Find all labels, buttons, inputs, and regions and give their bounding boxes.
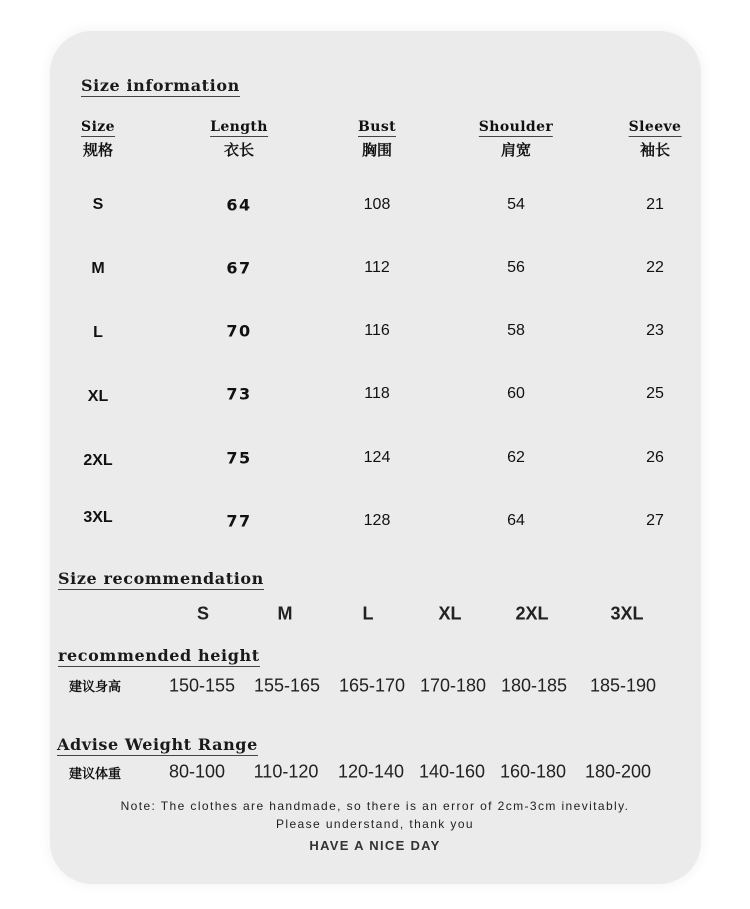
header-size xyxy=(81,118,115,160)
rec-height: 155-165 xyxy=(253,675,321,696)
header-sleeve xyxy=(629,118,682,160)
rec-size: 3XL xyxy=(610,603,644,624)
note-line-1: Note: The clothes are handmade, so there is an error of 2cm-3cm inevitably. xyxy=(120,799,630,813)
footer-slogan: HAVE A NICE DAY xyxy=(309,838,441,853)
table-cell-bust: 128 xyxy=(363,512,391,529)
table-cell-size: 3XL xyxy=(83,509,113,526)
rec-size: 2XL xyxy=(515,603,549,624)
table-cell-size: S xyxy=(92,196,104,213)
table-cell-sleeve: 25 xyxy=(646,385,664,402)
advise-weight-title: Advise Weight Range xyxy=(57,735,258,754)
table-cell-bust: 108 xyxy=(363,196,391,213)
table-cell-shoulder: 54 xyxy=(507,196,525,213)
table-cell-length: 70 xyxy=(226,321,252,341)
header-size-en: Size xyxy=(81,119,115,135)
table-cell-length: 77 xyxy=(226,511,252,531)
header-length-en: Length xyxy=(210,119,268,135)
height-label-cn: 建议身高 xyxy=(69,679,122,694)
rec-size: M xyxy=(277,603,293,624)
table-cell-sleeve: 27 xyxy=(646,512,664,529)
rec-size: XL xyxy=(438,603,462,624)
rec-size: S xyxy=(196,603,210,624)
rec-weight: 180-200 xyxy=(584,761,652,782)
table-cell-bust: 118 xyxy=(364,385,390,402)
rec-size: L xyxy=(362,603,374,624)
table-cell-sleeve: 22 xyxy=(646,259,664,276)
table-cell-length: 73 xyxy=(226,384,252,404)
table-cell-length: 64 xyxy=(226,195,252,215)
header-size-cn: 规格 xyxy=(82,142,114,159)
table-cell-shoulder: 62 xyxy=(507,449,525,466)
table-cell-shoulder: 64 xyxy=(507,512,525,529)
table-cell-shoulder: 56 xyxy=(507,259,525,276)
header-shoulder xyxy=(479,118,553,160)
rec-weight: 140-160 xyxy=(418,761,486,782)
header-shoulder-cn: 肩宽 xyxy=(500,142,531,159)
header-length xyxy=(210,118,268,160)
rec-weight: 80-100 xyxy=(168,761,226,782)
weight-label-cn: 建议体重 xyxy=(69,766,122,781)
table-cell-length: 67 xyxy=(226,258,252,278)
size-recommendation-title: Size recommendation xyxy=(58,569,264,588)
header-sleeve-en: Sleeve xyxy=(628,119,682,135)
rec-height: 185-190 xyxy=(589,675,657,696)
rec-height: 165-170 xyxy=(338,675,406,696)
table-cell-length: 75 xyxy=(226,448,252,468)
header-bust-cn: 胸围 xyxy=(361,142,392,159)
table-cell-shoulder: 60 xyxy=(507,385,525,402)
table-cell-size: M xyxy=(91,260,105,277)
rec-height: 180-185 xyxy=(500,675,568,696)
table-cell-size: 2XL xyxy=(83,452,113,469)
rec-height: 150-155 xyxy=(168,675,236,696)
table-cell-shoulder: 58 xyxy=(507,322,525,339)
rec-weight: 160-180 xyxy=(499,761,567,782)
table-cell-bust: 124 xyxy=(363,449,391,466)
header-length-cn: 衣长 xyxy=(223,142,255,159)
table-cell-sleeve: 26 xyxy=(646,449,664,466)
recommended-height-title: recommended height xyxy=(58,646,260,665)
table-cell-size: XL xyxy=(87,388,109,405)
table-cell-size: L xyxy=(93,324,103,341)
header-sleeve-cn: 袖长 xyxy=(639,142,670,159)
header-bust xyxy=(358,118,396,160)
table-cell-bust: 112 xyxy=(364,259,390,276)
table-cell-sleeve: 21 xyxy=(646,196,664,213)
size-information-title: Size information xyxy=(81,76,240,95)
rec-weight: 120-140 xyxy=(337,761,405,782)
table-cell-sleeve: 23 xyxy=(646,322,664,339)
header-bust-en: Bust xyxy=(358,119,396,135)
header-shoulder-en: Shoulder xyxy=(478,119,554,135)
rec-weight: 110-120 xyxy=(253,761,319,782)
table-cell-bust: 116 xyxy=(364,322,390,339)
rec-height: 170-180 xyxy=(419,675,487,696)
note-line-2: Please understand, thank you xyxy=(276,817,474,831)
